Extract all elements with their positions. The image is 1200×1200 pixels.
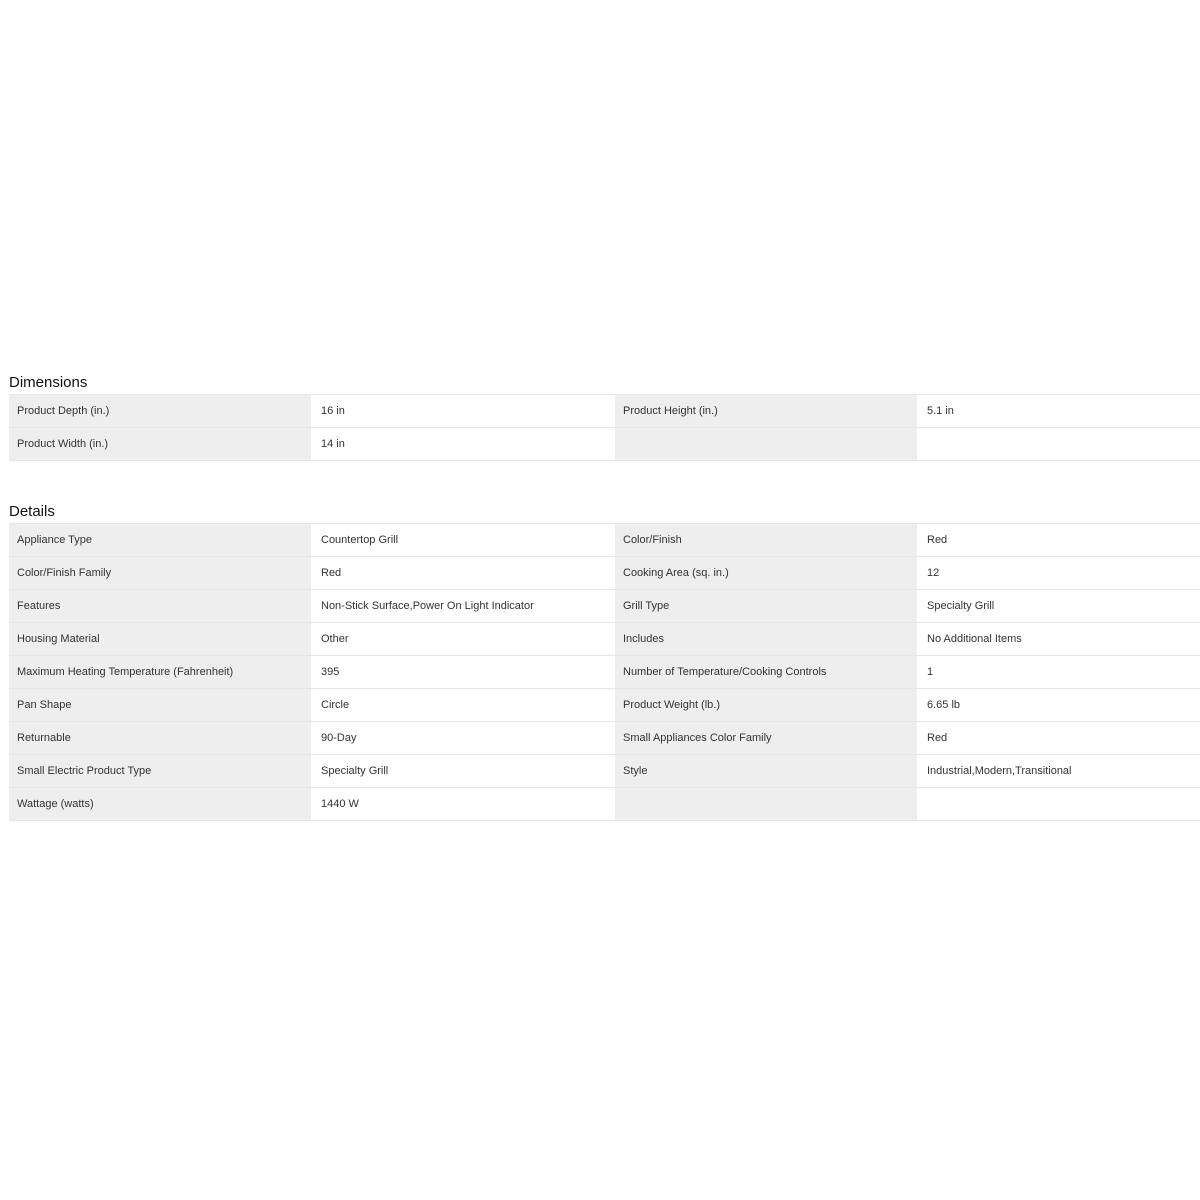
table-row	[9, 524, 1200, 557]
spec-label-empty	[615, 428, 917, 461]
spec-label: Appliance Type	[9, 524, 311, 557]
spec-label: Grill Type	[615, 590, 917, 623]
spec-value: 395	[311, 656, 615, 689]
spec-label: Color/Finish	[615, 524, 917, 557]
details-section	[9, 501, 1200, 821]
spec-label: Maximum Heating Temperature (Fahrenheit)	[9, 656, 311, 689]
dimensions-title: Dimensions	[9, 374, 88, 391]
dimensions-table	[9, 394, 1200, 461]
table-row	[9, 623, 1200, 656]
spec-value: Red	[917, 722, 1200, 755]
table-row	[9, 755, 1200, 788]
table-row	[9, 428, 1200, 461]
spec-value: Specialty Grill	[917, 590, 1200, 623]
spec-value: 14 in	[311, 428, 615, 461]
table-row	[9, 656, 1200, 689]
spec-label: Color/Finish Family	[9, 557, 311, 590]
spec-label: Features	[9, 590, 311, 623]
spec-value: Industrial,Modern,Transitional	[917, 755, 1200, 788]
spec-value: 5.1 in	[917, 395, 1200, 428]
spec-value: 6.65 lb	[917, 689, 1200, 722]
spec-value: 90-Day	[311, 722, 615, 755]
spec-value: 1	[917, 656, 1200, 689]
spec-value-empty	[917, 788, 1200, 821]
details-title: Details	[9, 503, 55, 520]
spec-label: Small Electric Product Type	[9, 755, 311, 788]
spec-label: Includes	[615, 623, 917, 656]
spec-label-empty	[615, 788, 917, 821]
spec-label: Product Height (in.)	[615, 395, 917, 428]
spec-value: 1440 W	[311, 788, 615, 821]
table-row	[9, 689, 1200, 722]
spec-value: Red	[311, 557, 615, 590]
spec-label: Cooking Area (sq. in.)	[615, 557, 917, 590]
spec-label: Wattage (watts)	[9, 788, 311, 821]
spec-label: Returnable	[9, 722, 311, 755]
spec-value: Circle	[311, 689, 615, 722]
table-row	[9, 557, 1200, 590]
dimensions-section	[9, 372, 1200, 461]
table-row	[9, 395, 1200, 428]
spec-label: Number of Temperature/Cooking Controls	[615, 656, 917, 689]
spec-label: Product Depth (in.)	[9, 395, 311, 428]
details-table	[9, 523, 1200, 821]
spec-label: Style	[615, 755, 917, 788]
spec-value: Other	[311, 623, 615, 656]
spec-label: Housing Material	[9, 623, 311, 656]
spec-label: Product Width (in.)	[9, 428, 311, 461]
spec-value: No Additional Items	[917, 623, 1200, 656]
table-row	[9, 788, 1200, 821]
spec-label: Small Appliances Color Family	[615, 722, 917, 755]
table-row	[9, 590, 1200, 623]
table-row	[9, 722, 1200, 755]
spec-value: Countertop Grill	[311, 524, 615, 557]
spec-label: Product Weight (lb.)	[615, 689, 917, 722]
spec-value: 16 in	[311, 395, 615, 428]
spec-value-empty	[917, 428, 1200, 461]
spec-label: Pan Shape	[9, 689, 311, 722]
spec-value: Red	[917, 524, 1200, 557]
spec-value: 12	[917, 557, 1200, 590]
spec-value: Non-Stick Surface,Power On Light Indicator	[311, 590, 615, 623]
spec-value: Specialty Grill	[311, 755, 615, 788]
